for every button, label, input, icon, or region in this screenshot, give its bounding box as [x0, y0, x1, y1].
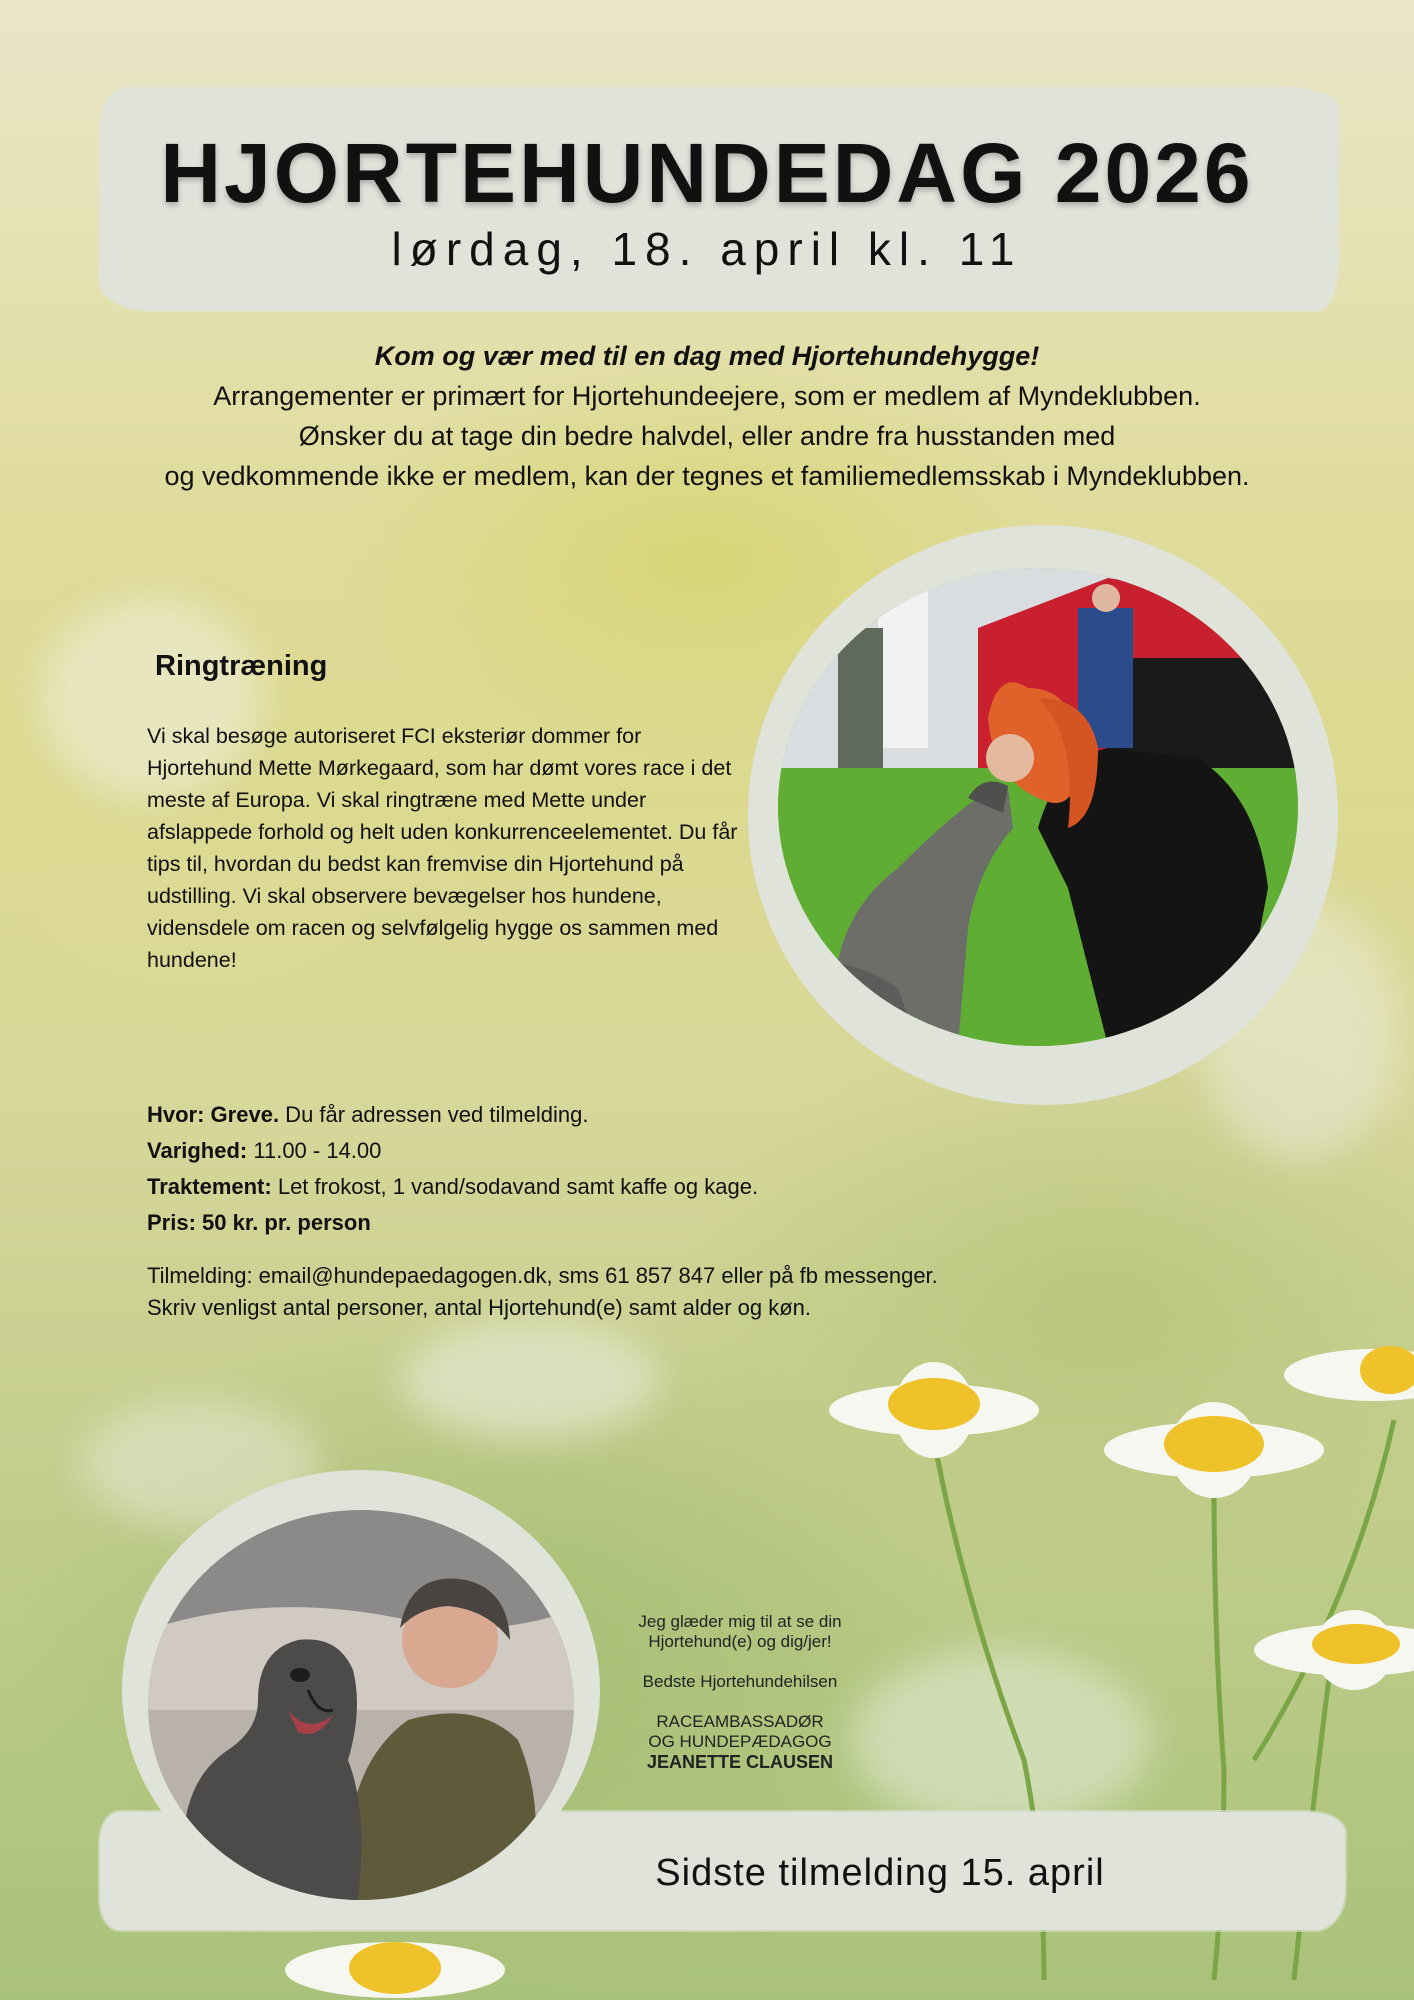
detail-where — [147, 1097, 758, 1133]
greeting-line: Jeg glæder mig til at se din — [638, 1612, 842, 1631]
detail-label: Varighed: — [147, 1138, 248, 1163]
section-heading: Ringtræning — [155, 650, 328, 682]
signup-line: Tilmelding: email@hundepaedagogen.dk, sms 61 857 847 eller på fb messenger. — [147, 1263, 938, 1288]
signup-line: Skriv venligst antal personer, antal Hjortehund(e) samt alder og køn. — [147, 1295, 811, 1320]
daisy-bottom — [280, 1930, 520, 2000]
show-ring-illustration — [778, 568, 1298, 1046]
background-blur — [400, 1320, 660, 1440]
intro-line: Arrangementer er primært for Hjortehundeejere, som er medlem af Myndeklubben. — [213, 381, 1201, 411]
show-ring-photo — [778, 568, 1298, 1046]
detail-value: Let frokost, 1 vand/sodavand samt kaffe og kage. — [271, 1174, 759, 1199]
section-body: Vi skal besøge autoriseret FCI eksteriør dommer for Hjortehund Mette Mørkegaard, som har dømt vores race i det meste af Europa. Vi skal ringtræne med Mette under afslappede forhold og helt uden konkurrenceelementet. Du får tips til, hvordan du bedst kan fremvise din Hjortehund på udstilling. Vi skal observere bevægelser hos hundene, vidensdele om racen og selvfølgelig hygge os sammen med hundene! — [147, 724, 738, 972]
registration-deadline: Sidste tilmelding 15. april — [655, 1852, 1105, 1894]
portrait-illustration — [148, 1510, 574, 1900]
price-text: Pris: 50 kr. pr. person — [147, 1210, 371, 1235]
intro-line: og vedkommende ikke er medlem, kan der tegnes et familiemedlemsskab i Myndeklubben. — [164, 461, 1250, 491]
detail-value: Du får adressen ved tilmelding. — [279, 1102, 589, 1127]
detail-duration — [147, 1133, 758, 1169]
event-details — [147, 1097, 758, 1241]
intro-lead: Kom og vær med til en dag med Hjortehundehygge! — [374, 341, 1040, 371]
detail-price — [147, 1205, 758, 1241]
signature-title: RACEAMBASSADØR — [656, 1712, 824, 1731]
signature-title: OG HUNDEPÆDAGOG — [648, 1732, 832, 1751]
intro-line: Ønsker du at tage din bedre halvdel, eller andre fra husstanden med — [298, 421, 1116, 451]
page-title: HJORTEHUNDEDAG 2026 — [160, 126, 1254, 220]
detail-label: Hvor: Greve. — [147, 1102, 280, 1127]
detail-label: Traktement: — [147, 1174, 272, 1199]
detail-catering — [147, 1169, 758, 1205]
greeting-text — [600, 1612, 880, 1772]
greeting-line: Bedste Hjortehundehilsen — [642, 1672, 838, 1691]
portrait-photo — [148, 1510, 574, 1900]
signature-name: JEANETTE CLAUSEN — [646, 1752, 834, 1772]
event-date: lørdag, 18. april kl. 11 — [391, 223, 1023, 275]
signup-info — [147, 1260, 938, 1324]
intro-text — [60, 336, 1354, 496]
greeting-line: Hjortehund(e) og dig/jer! — [648, 1632, 832, 1651]
detail-value: 11.00 - 14.00 — [247, 1138, 382, 1163]
